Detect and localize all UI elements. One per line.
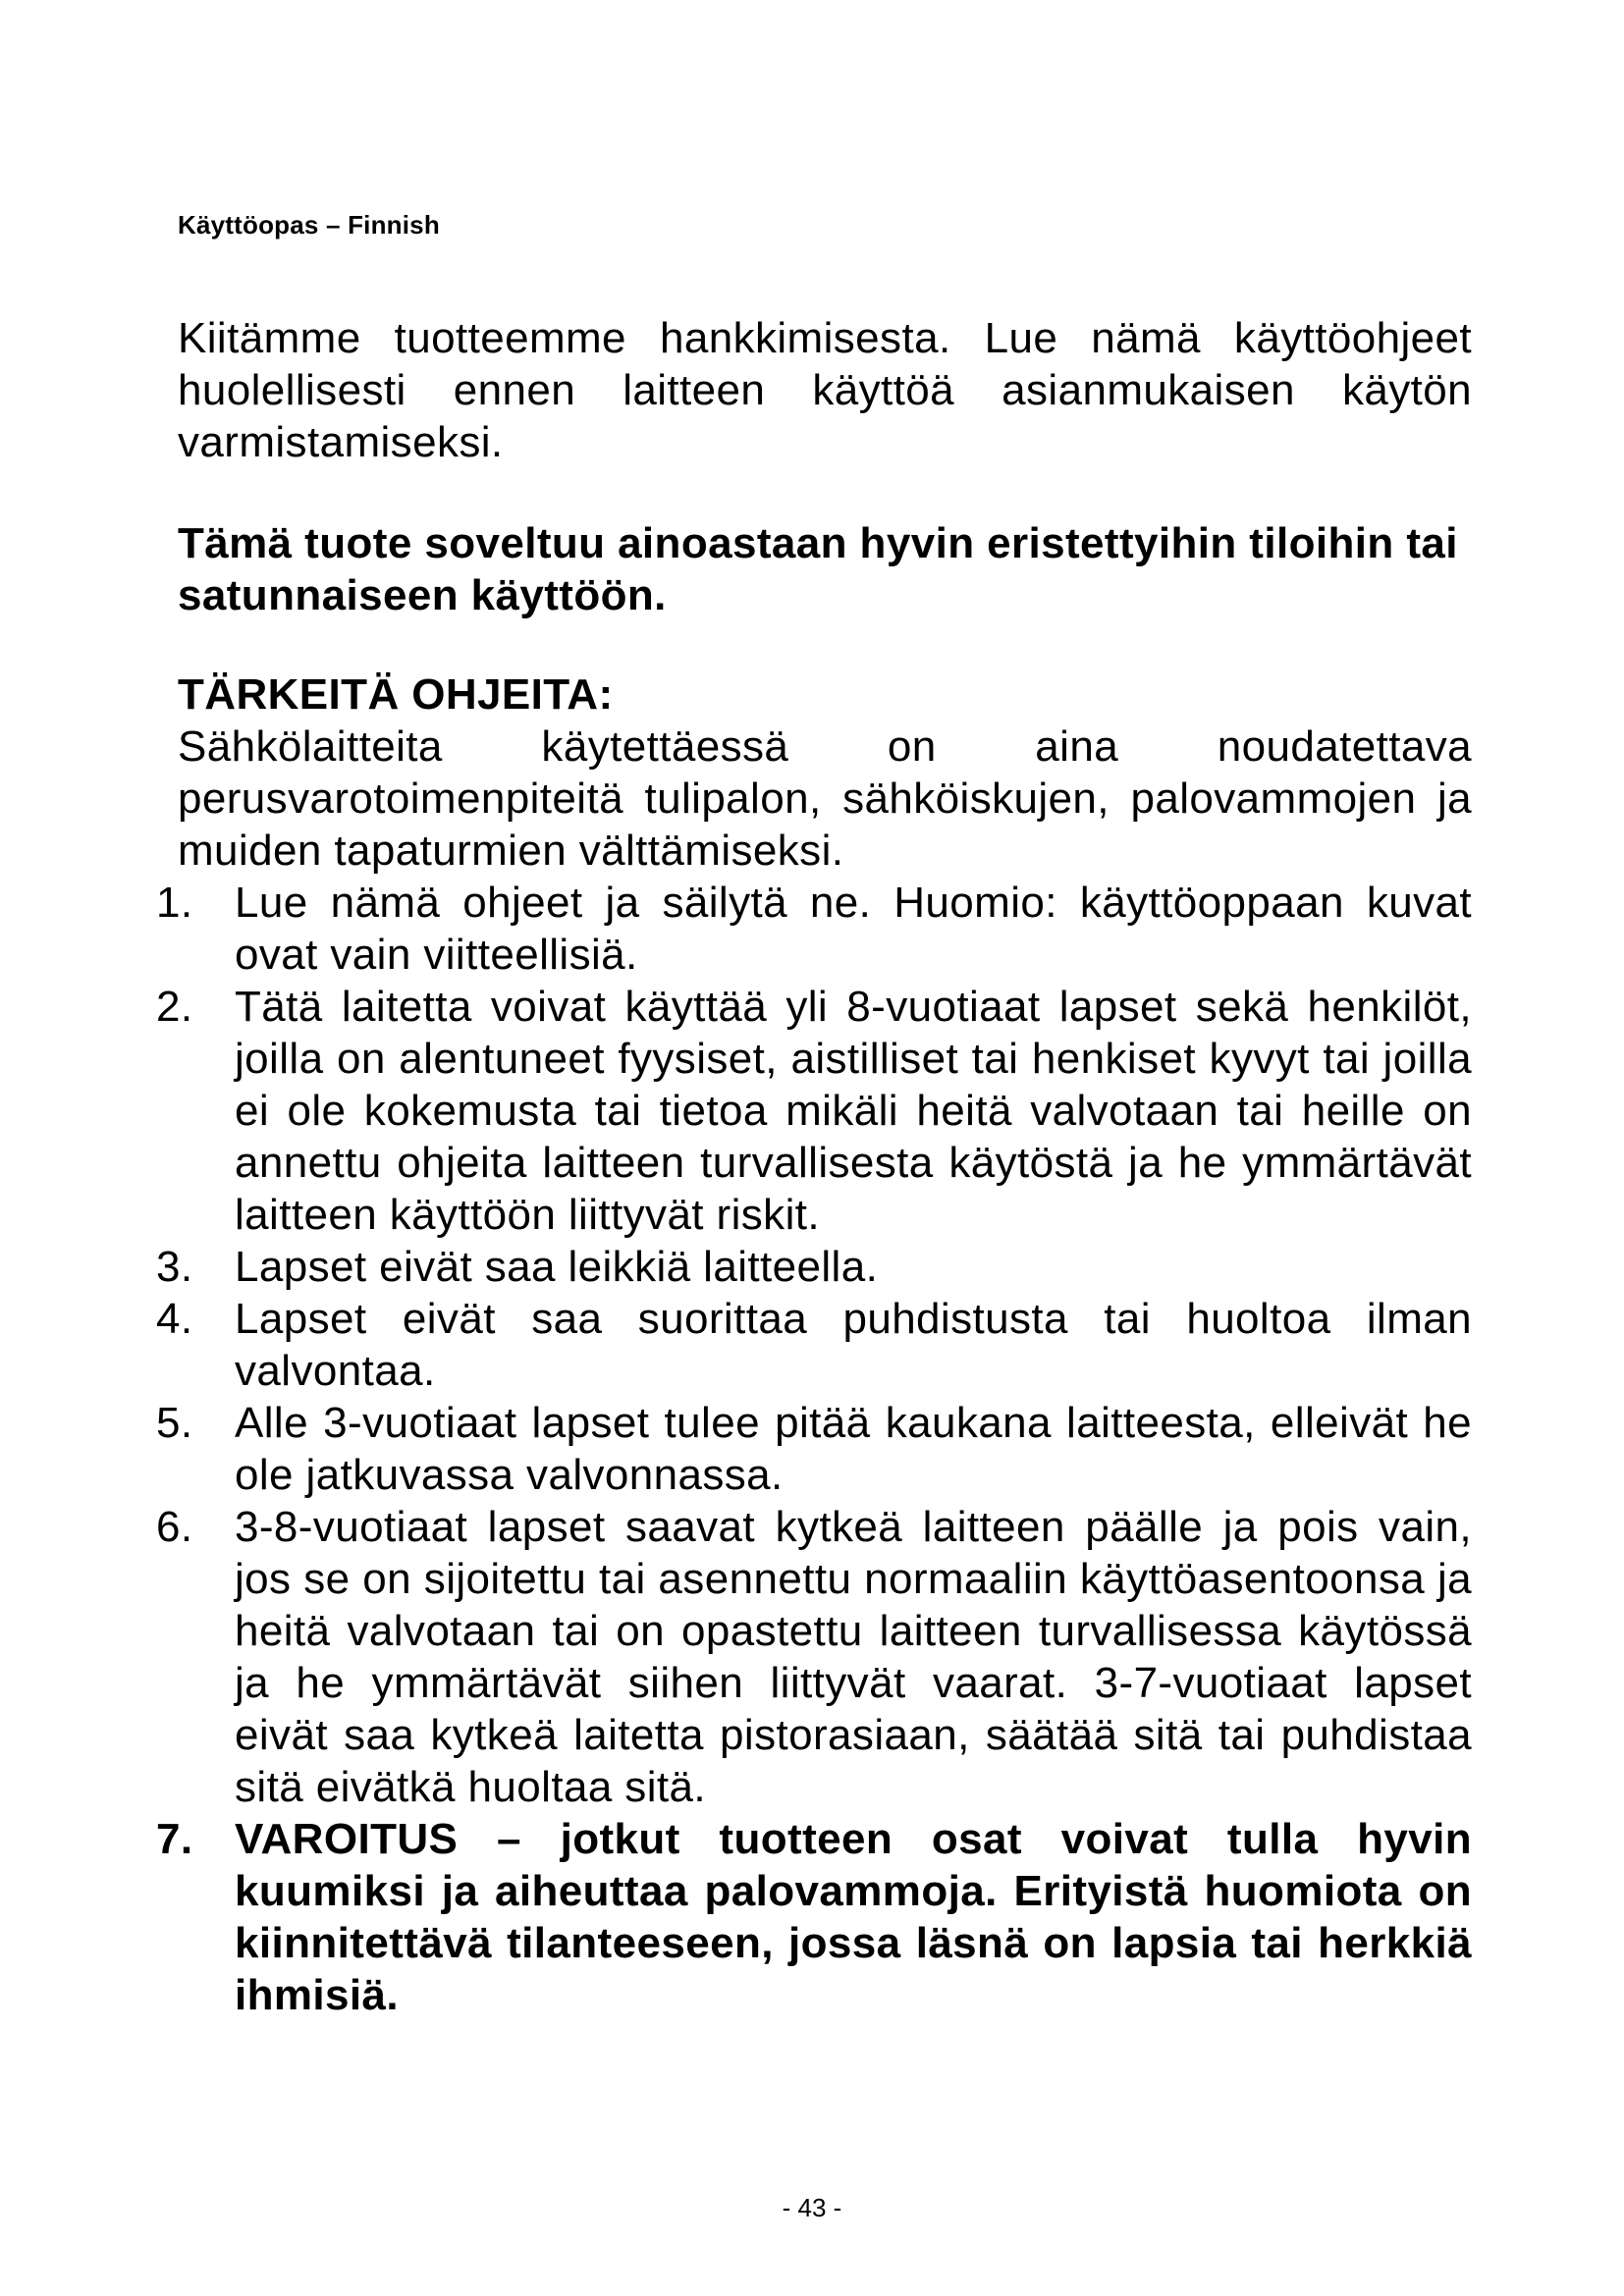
list-item-number: 7. (156, 1815, 193, 1863)
list-item (156, 1293, 1472, 1397)
list-item-number: 3. (156, 1243, 193, 1291)
page-header: Käyttöopas – Finnish (178, 210, 440, 240)
list-item (156, 1241, 1472, 1293)
list-item-text: Lapset eivät saa leikkiä laitteella. (235, 1243, 879, 1291)
list-item-number: 4. (156, 1295, 193, 1343)
list-item (156, 877, 1472, 981)
list-item-text: Tätä laitetta voivat käyttää yli 8-vuotiaat lapset sekä henkilöt, joilla on alentuneet fyysiset, aistilliset tai henkiset kyvyt tai joilla ei ole kokemusta tai tietoa mikäli heitä valvotaan tai heille on annettu ohjeita laitteen turvallisesta käytöstä ja he ymmärtävät laitteen käyttöön liittyvät riskit. (235, 983, 1472, 1239)
page-content (156, 312, 1472, 2021)
list-item (156, 1397, 1472, 1501)
warning-list-item (156, 1813, 1472, 2021)
page-number: - 43 - (782, 2193, 842, 2222)
list-item-number: 6. (156, 1503, 193, 1551)
list-item-text: Alle 3-vuotiaat lapset tulee pitää kaukana laitteesta, elleivät he ole jatkuvassa valvonnassa. (235, 1399, 1472, 1499)
list-item-number: 2. (156, 983, 193, 1031)
list-item-number: 5. (156, 1399, 193, 1447)
intro-paragraph: Kiitämme tuotteemme hankkimisesta. Lue nämä käyttöohjeet huolellisesti ennen laitteen käyttöä asianmukaisen käytön varmistamiseksi. (178, 314, 1472, 466)
list-item-number: 1. (156, 879, 193, 927)
list-item (156, 1501, 1472, 1813)
instruction-list (156, 877, 1472, 2021)
list-item-text: 3-8-vuotiaat lapset saavat kytkeä laitteen päälle ja pois vain, jos se on sijoitettu tai asennettu normaaliin käyttöasentoonsa ja heitä valvotaan tai on opastettu laitteen turvallisessa käytössä ja he ymmärtävät siihen liittyvät vaarat. 3-7-vuotiaat lapset eivät saa kytkeä laitetta pistorasiaan, säätää sitä tai puhdistaa sitä eivätkä huoltaa sitä. (235, 1503, 1472, 1811)
list-item-text: Lue nämä ohjeet ja säilytä ne. Huomio: käyttöoppaan kuvat ovat vain viitteellisiä. (235, 879, 1472, 979)
section-title: TÄRKEITÄ OHJEITA: (178, 670, 614, 719)
list-item-text: Lapset eivät saa suorittaa puhdistusta tai huoltoa ilman valvontaa. (235, 1295, 1472, 1395)
suitability-note: Tämä tuote soveltuu ainoastaan hyvin eristettyihin tiloihin tai satunnaiseen käyttöön. (178, 519, 1458, 619)
list-item-text: VAROITUS – jotkut tuotteen osat voivat tulla hyvin kuumiksi ja aiheuttaa palovammoja. Erityistä huomiota on kiinnitettävä tilanteeseen, jossa läsnä on lapsia tai herkkiä ihmisiä. (235, 1815, 1472, 2019)
list-item (156, 981, 1472, 1241)
section-intro: Sähkölaitteita käytettäessä on aina noudatettava perusvarotoimenpiteitä tulipalon, sähköiskujen, palovammojen ja muiden tapaturmien välttämiseksi. (178, 722, 1472, 875)
